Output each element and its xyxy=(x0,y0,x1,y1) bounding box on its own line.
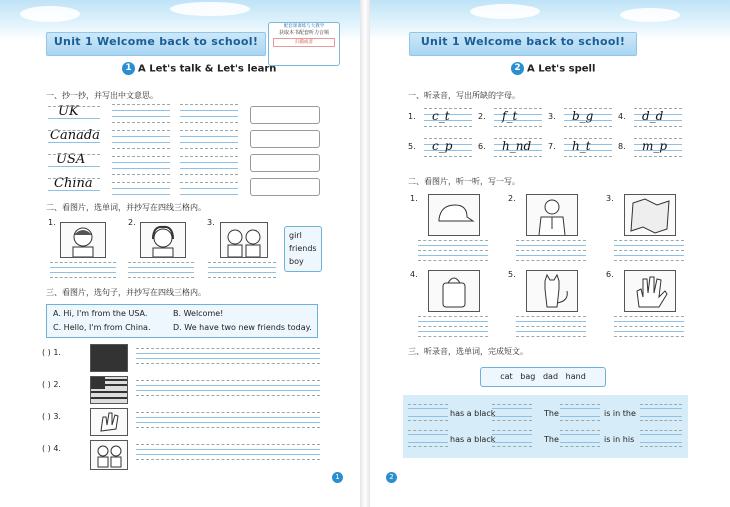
item-number: 4. xyxy=(410,270,418,279)
writing-line xyxy=(634,126,682,127)
blank-line[interactable] xyxy=(492,416,532,417)
writing-line xyxy=(614,255,684,256)
blank-line[interactable] xyxy=(492,434,532,435)
blank-line[interactable] xyxy=(408,420,448,421)
writing-line xyxy=(516,245,586,246)
item-number: 5. xyxy=(408,142,416,151)
section-title: A Let's spell xyxy=(527,63,596,75)
answer-paren[interactable]: ( ) 2. xyxy=(42,380,61,389)
spell-word[interactable]: c_t xyxy=(432,109,450,123)
spell-word[interactable]: m_p xyxy=(642,139,668,153)
writing-line xyxy=(516,260,586,261)
item-number: 5. xyxy=(508,270,516,279)
blank-line[interactable] xyxy=(408,446,448,447)
item-number: 3. xyxy=(207,218,215,227)
sentence-options-box xyxy=(46,304,318,338)
copy-word: USA xyxy=(56,152,86,167)
writing-line xyxy=(516,331,586,332)
item-number: 6. xyxy=(606,270,614,279)
answer-box[interactable] xyxy=(250,154,320,172)
badge-line: 扫描或者 xyxy=(273,38,335,47)
question-3-title: 三、听录音，选单词，完成短文。 xyxy=(408,347,528,356)
spell-word[interactable]: h_t xyxy=(572,139,591,153)
item-number: 2. xyxy=(478,112,486,121)
writing-line xyxy=(516,250,586,251)
unit-banner-left xyxy=(46,32,266,56)
girl-picture xyxy=(140,222,186,258)
unit-title: Unit 1 Welcome back to school! xyxy=(53,35,259,48)
sentence-option: C. Hello, I'm from China. xyxy=(53,323,151,332)
item-number: 2. xyxy=(508,194,516,203)
blank-line[interactable] xyxy=(640,420,682,421)
passage-text: has a black xyxy=(450,435,496,444)
writing-line xyxy=(614,336,684,337)
page-number: 1 xyxy=(332,472,343,483)
passage-text: The xyxy=(544,435,559,444)
blank-line[interactable] xyxy=(640,442,682,443)
writing-line xyxy=(516,255,586,256)
writing-line xyxy=(614,250,684,251)
writing-line xyxy=(494,126,542,127)
writing-line xyxy=(418,331,488,332)
cloud-decoration xyxy=(20,6,80,22)
item-number: 3. xyxy=(606,194,614,203)
answer-box[interactable] xyxy=(250,106,320,124)
item-number: 1. xyxy=(410,194,418,203)
item-number: 3. xyxy=(548,112,556,121)
blank-line[interactable] xyxy=(640,434,682,435)
item-number: 8. xyxy=(618,142,626,151)
blank-line[interactable] xyxy=(640,430,682,431)
answer-paren[interactable]: ( ) 1. xyxy=(42,348,61,357)
blank-line[interactable] xyxy=(408,408,448,409)
question-3-title: 三、看图片，选句子，并抄写在四线三格内。 xyxy=(46,288,206,297)
hand-icon xyxy=(624,270,676,312)
spell-word[interactable]: d_d xyxy=(642,109,664,123)
blank-line[interactable] xyxy=(560,446,600,447)
writing-line xyxy=(494,156,542,157)
writing-line xyxy=(418,250,488,251)
item-number: 4. xyxy=(618,112,626,121)
writing-line xyxy=(614,321,684,322)
sentence-option: A. Hi, I'm from the USA. xyxy=(53,309,148,318)
blank-line[interactable] xyxy=(492,442,532,443)
copy-word: China xyxy=(54,176,93,191)
boy-picture xyxy=(60,222,106,258)
section-number: 1 xyxy=(122,62,135,75)
friends-picture xyxy=(220,222,268,258)
blank-line[interactable] xyxy=(492,404,532,405)
bag-icon xyxy=(428,270,480,312)
section-title: A Let's talk & Let's learn xyxy=(138,63,277,75)
blank-line[interactable] xyxy=(408,404,448,405)
blank-line[interactable] xyxy=(560,404,600,405)
spell-word[interactable]: c_p xyxy=(432,139,453,153)
blank-line[interactable] xyxy=(408,416,448,417)
blank-line[interactable] xyxy=(640,404,682,405)
question-1-title: 一、听录音，写出所缺的字母。 xyxy=(408,91,520,100)
question-2-title: 二、看图片，选单词，并抄写在四线三格内。 xyxy=(46,203,206,212)
section-number: 2 xyxy=(511,62,524,75)
page-number: 2 xyxy=(386,472,397,483)
unit-banner-right xyxy=(409,32,637,56)
answer-box[interactable] xyxy=(250,130,320,148)
writing-line xyxy=(564,126,612,127)
writing-line xyxy=(418,260,488,261)
spell-word[interactable]: f_t xyxy=(502,109,518,123)
word-options-box xyxy=(284,226,322,272)
waving-hand-picture xyxy=(90,408,128,436)
blank-line[interactable] xyxy=(640,408,682,409)
blank-line[interactable] xyxy=(560,434,600,435)
writing-line xyxy=(424,156,472,157)
item-number: 6. xyxy=(478,142,486,151)
writing-line xyxy=(516,321,586,322)
blank-line[interactable] xyxy=(408,430,448,431)
writing-line xyxy=(424,126,472,127)
cap-icon xyxy=(428,194,480,236)
answer-box[interactable] xyxy=(250,178,320,196)
copy-word: Canada xyxy=(50,128,100,143)
cloud-decoration xyxy=(170,2,250,16)
writing-line xyxy=(614,245,684,246)
writing-line xyxy=(418,336,488,337)
word-bank: cat bag dad hand xyxy=(480,367,606,387)
writing-line xyxy=(418,316,488,317)
writing-line xyxy=(564,156,612,157)
teacher-picture xyxy=(90,440,128,470)
sentence-option: B. Welcome! xyxy=(173,309,224,318)
spell-word[interactable]: b_g xyxy=(572,109,594,123)
writing-line xyxy=(516,316,586,317)
unit-title: Unit 1 Welcome back to school! xyxy=(420,35,626,48)
writing-line xyxy=(614,240,684,241)
word-option: girl xyxy=(289,231,302,240)
blank-line[interactable] xyxy=(492,430,532,431)
writing-line xyxy=(516,326,586,327)
blank-line[interactable] xyxy=(560,408,600,409)
item-number: 7. xyxy=(548,142,556,151)
item-number: 2. xyxy=(128,218,136,227)
blank-line[interactable] xyxy=(492,446,532,447)
classroom-picture xyxy=(90,344,128,372)
passage-text: The xyxy=(544,409,559,418)
writing-line xyxy=(418,321,488,322)
audio-badge xyxy=(268,22,340,66)
map-icon xyxy=(624,194,676,236)
answer-paren[interactable]: ( ) 4. xyxy=(42,444,61,453)
blank-line[interactable] xyxy=(560,420,600,421)
cat-icon xyxy=(526,270,578,312)
copy-word: UK xyxy=(58,104,79,119)
word-option: boy xyxy=(289,257,304,266)
writing-line xyxy=(516,240,586,241)
writing-line xyxy=(614,316,684,317)
blank-line[interactable] xyxy=(408,434,448,435)
sentence-option: D. We have two new friends today. xyxy=(173,323,312,332)
book-spine xyxy=(360,0,370,507)
blank-line[interactable] xyxy=(560,416,600,417)
blank-line[interactable] xyxy=(492,420,532,421)
spell-word[interactable]: h_nd xyxy=(502,139,532,153)
writing-line xyxy=(418,245,488,246)
blank-line[interactable] xyxy=(640,416,682,417)
section-heading-right xyxy=(511,62,595,75)
blank-line[interactable] xyxy=(560,442,600,443)
writing-line xyxy=(614,326,684,327)
blank-line[interactable] xyxy=(492,408,532,409)
answer-paren[interactable]: ( ) 3. xyxy=(42,412,61,421)
question-1-title: 一、抄一抄，并写出中文意思。 xyxy=(46,91,158,100)
blank-line[interactable] xyxy=(560,430,600,431)
writing-line xyxy=(418,255,488,256)
item-number: 1. xyxy=(48,218,56,227)
passage-text: is in the xyxy=(604,409,636,418)
writing-line xyxy=(614,331,684,332)
passage-text: is in his xyxy=(604,435,635,444)
cloud-decoration xyxy=(620,8,680,22)
section-heading-left xyxy=(122,62,276,75)
badge-line: 配套课课练与大教学 xyxy=(283,24,325,29)
usa-flag-picture xyxy=(90,376,128,404)
item-number: 1. xyxy=(408,112,416,121)
blank-line[interactable] xyxy=(640,446,682,447)
writing-line xyxy=(418,326,488,327)
question-2-title: 二、看图片，听一听，写一写。 xyxy=(408,177,520,186)
blank-line[interactable] xyxy=(408,442,448,443)
word-option: friends xyxy=(289,244,317,253)
cloud-decoration xyxy=(470,4,540,19)
badge-line: 获取本书配套听力音频 xyxy=(278,30,329,36)
writing-line xyxy=(614,260,684,261)
writing-line xyxy=(516,336,586,337)
man-icon xyxy=(526,194,578,236)
passage-text: has a black xyxy=(450,409,496,418)
writing-line xyxy=(418,240,488,241)
writing-line xyxy=(634,156,682,157)
